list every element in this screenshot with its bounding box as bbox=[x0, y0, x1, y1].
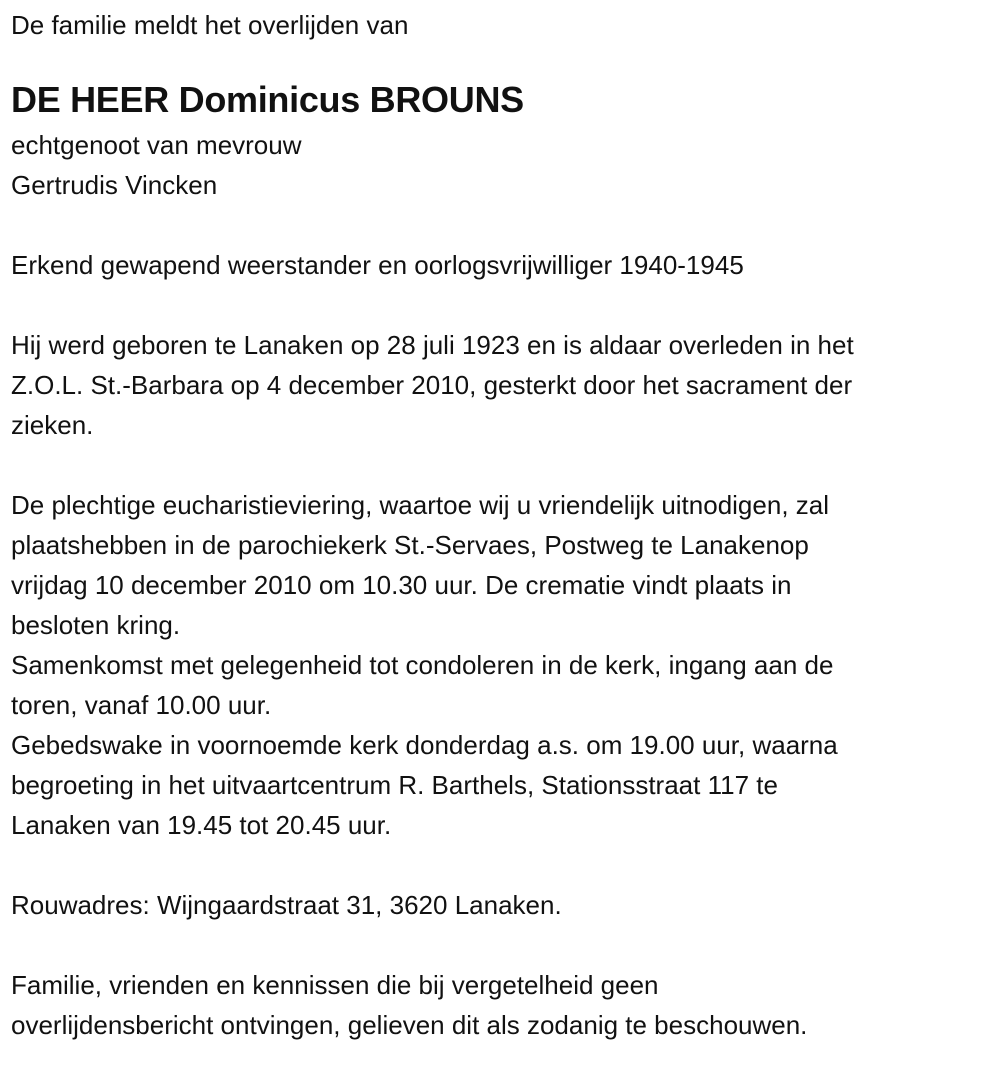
text-line: Rouwadres: Wijngaardstraat 31, 3620 Lanaken. bbox=[11, 890, 562, 920]
text-line: vrijdag 10 december 2010 om 10.30 uur. De crematie vindt plaats in bbox=[11, 570, 792, 600]
obituary-notice bbox=[11, 5, 854, 1045]
text-line: Familie, vrienden en kennissen die bij vergetelheid geen bbox=[11, 970, 659, 1000]
text-line: Lanaken van 19.45 tot 20.45 uur. bbox=[11, 810, 392, 840]
text-line: Erkend gewapend weerstander en oorlogsvrijwilliger 1940-1945 bbox=[11, 250, 744, 280]
deceased-name: DE HEER Dominicus BROUNS bbox=[11, 79, 524, 120]
ceremony-paragraph bbox=[11, 485, 854, 845]
text-line: besloten kring. bbox=[11, 610, 181, 640]
text-line: plaatshebben in de parochiekerk St.-Servaes, Postweg te Lanakenop bbox=[11, 530, 809, 560]
text-line: overlijdensbericht ontvingen, gelieven dit als zodanig te beschouwen. bbox=[11, 1010, 808, 1040]
text-line: Samenkomst met gelegenheid tot condoleren in de kerk, ingang aan de bbox=[11, 650, 834, 680]
spouse-paragraph bbox=[11, 125, 854, 205]
address-paragraph bbox=[11, 885, 854, 925]
resistance-paragraph bbox=[11, 245, 854, 285]
text-line: Gertrudis Vincken bbox=[11, 170, 218, 200]
text-line: zieken. bbox=[11, 410, 94, 440]
birth-death-paragraph bbox=[11, 325, 854, 445]
text-line: Hij werd geboren te Lanaken op 28 juli 1923 en is aldaar overleden in het bbox=[11, 330, 854, 360]
closing-paragraph bbox=[11, 965, 854, 1045]
text-line: Z.O.L. St.-Barbara op 4 december 2010, gesterkt door het sacrament der bbox=[11, 370, 853, 400]
text-line: De plechtige eucharistieviering, waartoe wij u vriendelijk uitnodigen, zal bbox=[11, 490, 829, 520]
text-line: Gebedswake in voornoemde kerk donderdag a.s. om 19.00 uur, waarna bbox=[11, 730, 838, 760]
intro-text: De familie meldt het overlijden van bbox=[11, 10, 409, 40]
text-line: toren, vanaf 10.00 uur. bbox=[11, 690, 272, 720]
text-line: echtgenoot van mevrouw bbox=[11, 130, 302, 160]
text-line: begroeting in het uitvaartcentrum R. Barthels, Stationsstraat 117 te bbox=[11, 770, 778, 800]
